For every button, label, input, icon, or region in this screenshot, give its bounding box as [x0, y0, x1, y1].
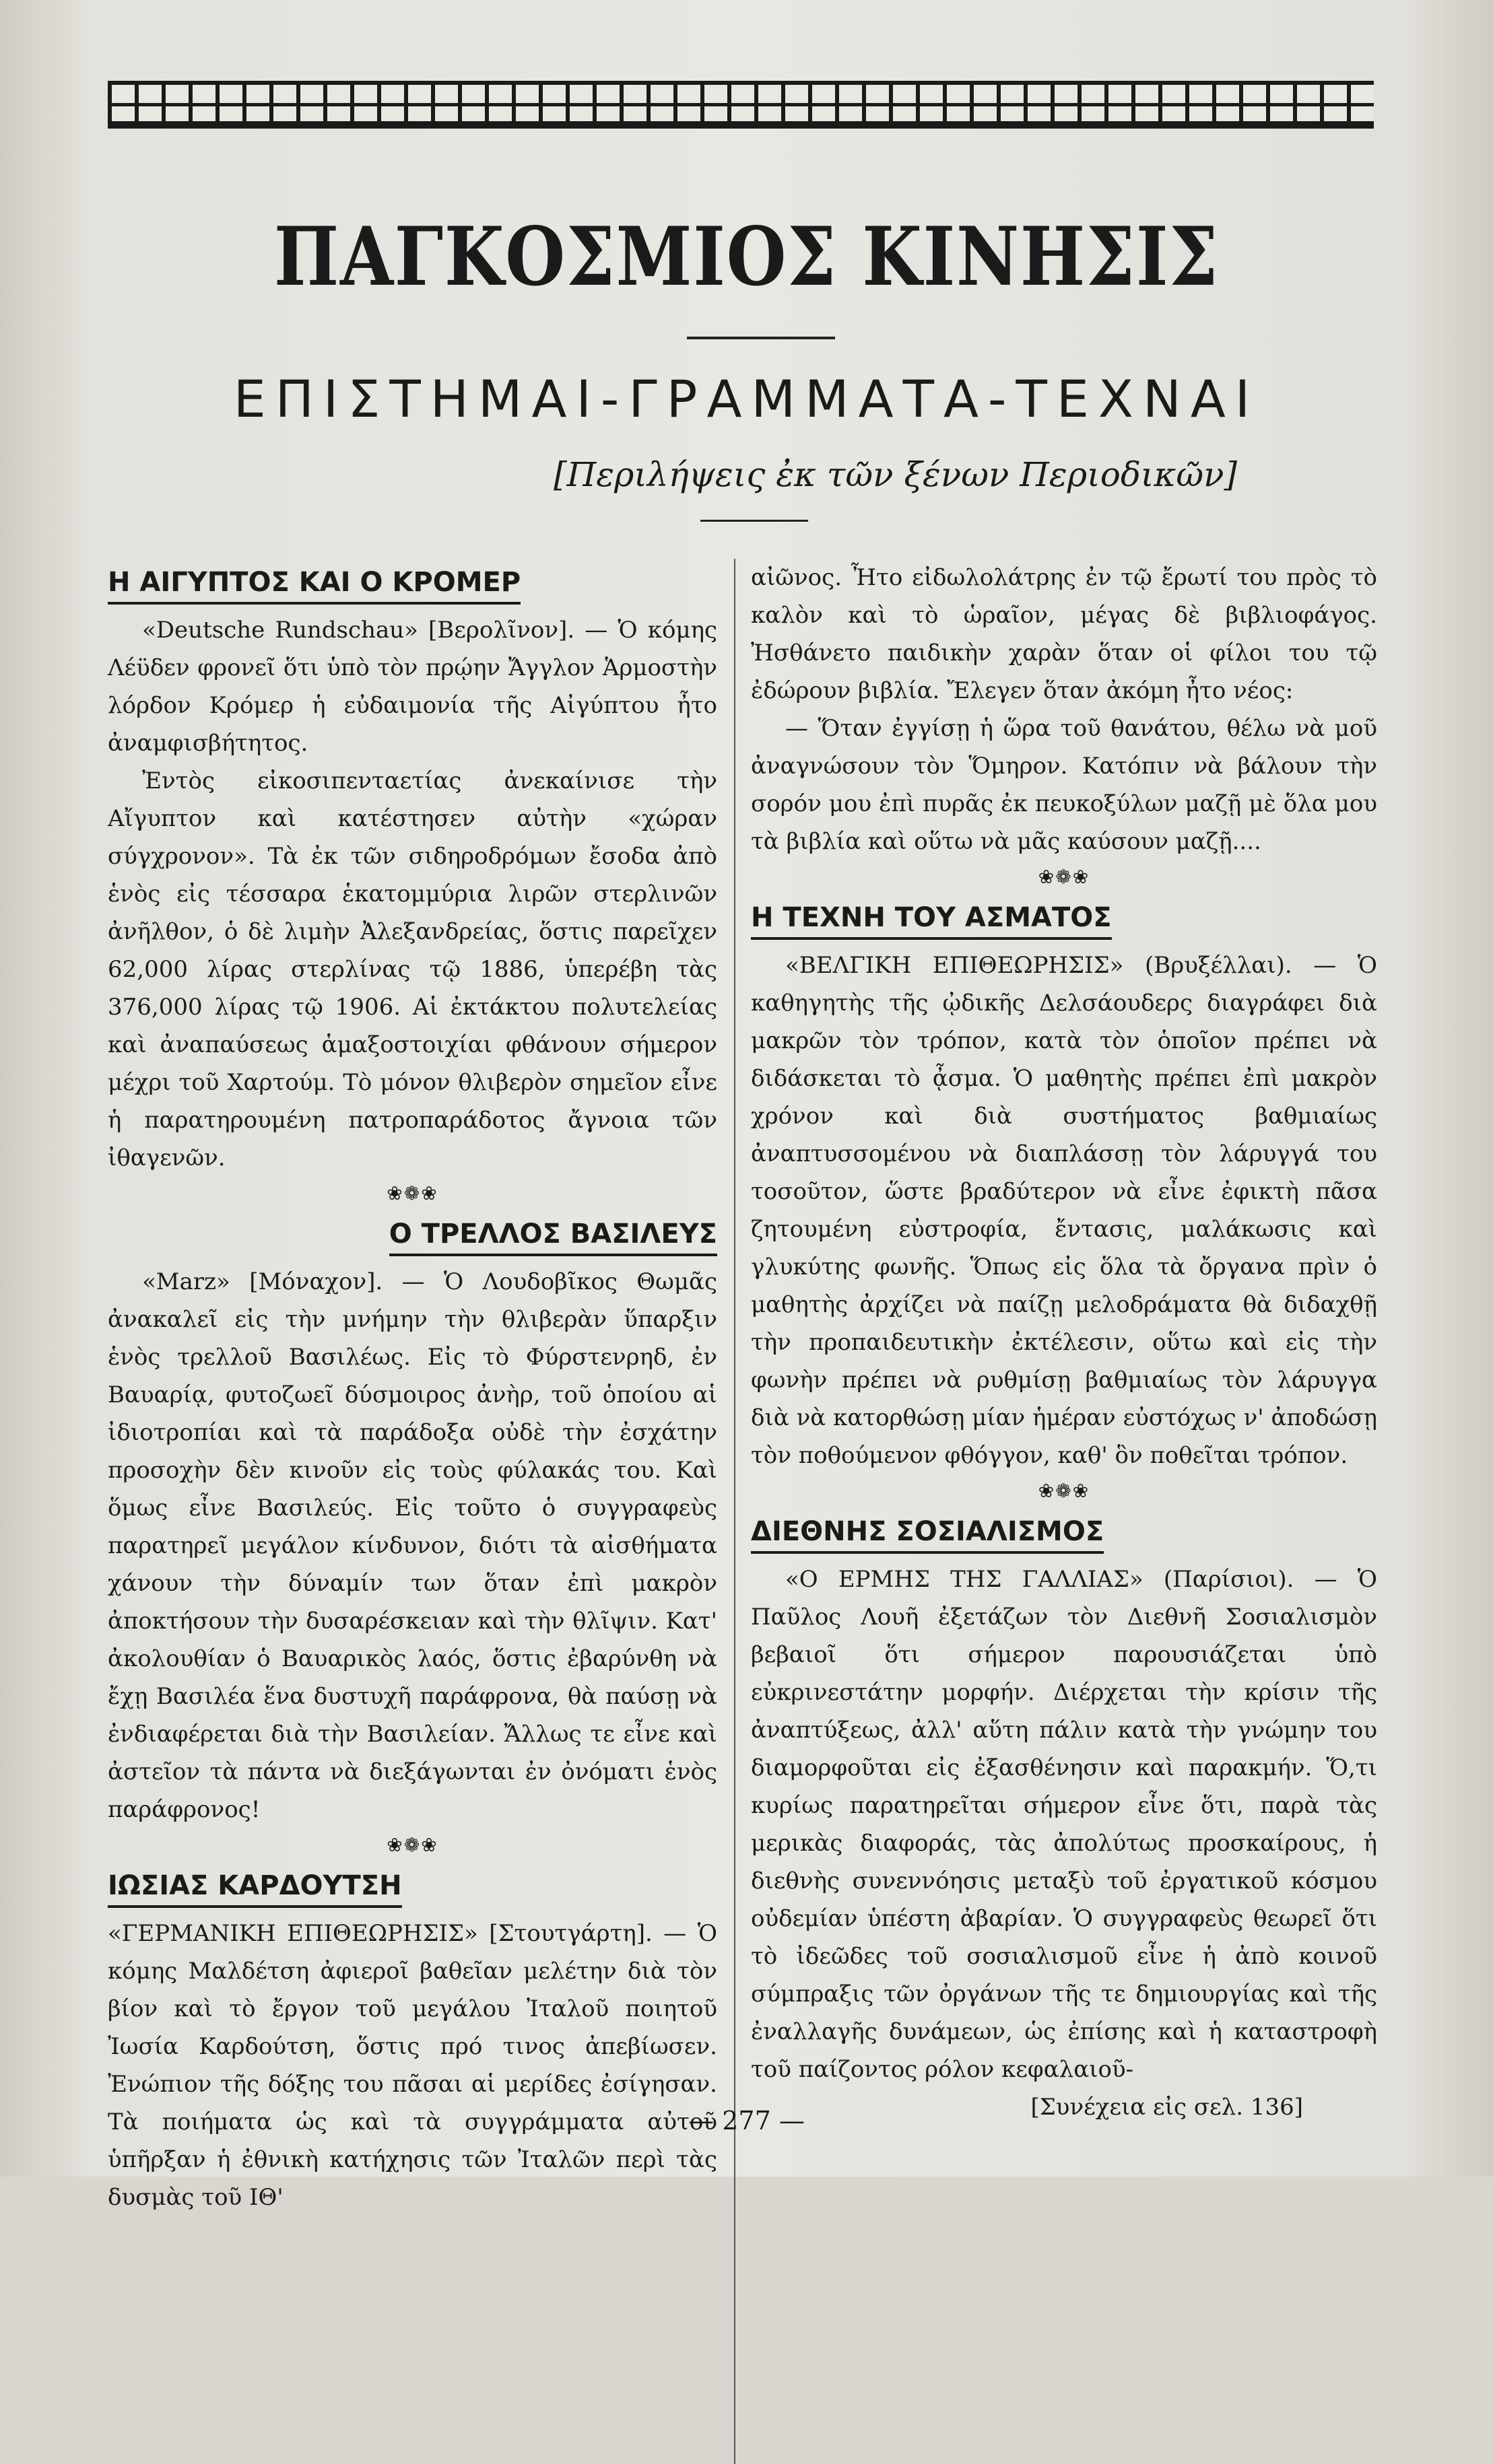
article-paragraph: «Ο ΕΡΜΗΣ ΤΗΣ ΓΑΛΛΙΑΣ» (Παρίσιοι). — Ὁ Παῦλος Λουῆ ἐξετάζων τὸν Διεθνῆ Σοσιαλισμὸν βεβαιοῖ ὅτι σήμερον παρουσιάζεται ὑπὸ εὐκρινεστάτην μορφήν. Διέρχεται τὴν κρίσιν τῆς ἀναπτύξεως, ἀλλ' αὕτη πάλιν κατὰ τὴν γνώμην του διαμορφοῦται εἰς ἐξασθένησιν καὶ παρακμήν. Ὅ,τι κυρίως παρατηρεῖται σήμερον εἶνε ὅτι, παρὰ τὰς μερικὰς διαφοράς, τὰς ἀπολύτως προσκαίρους, ἡ διεθνὴς συνεννόησις μεταξὺ τοῦ ἐργατικοῦ κόσμου οὐδεμίαν ὑπέστη ἀβαρίαν. Ὁ συγγραφεὺς θεωρεῖ ὅτι τὸ ἰδεῶδες τοῦ σοσιαλισμοῦ εἶνε ἡ ἀπὸ κοινοῦ σύμπραξις τῶν ὀργάνων τῆς τε δημιουργίας καὶ τῆς ἐναλλαγῆς δυνάμεων, ὡς ἐπίσης καὶ ἡ καταστροφὴ τοῦ παίζοντος ρόλον κεφαλαιοῦ- [751, 1566, 1377, 2083]
ornament-divider: ❀❁❀ [387, 1834, 438, 1856]
title-rule [687, 337, 835, 339]
article-paragraph: Ἐντὸς εἰκοσιπενταετίας ἀνεκαίνισε τὴν Αἴγυπτον καὶ κατέστησεν αὐτὴν «χώραν σύγχρονον». Τὰ ἐκ τῶν σιδηροδρόμων ἔσοδα ἀπὸ ἑνὸς εἰς τέσσαρα ἑκατομμύρια λιρῶν στερλινῶν ἀνῆλθον, ὁ δὲ λιμὴν Ἀλεξανδρείας, ὅστις παρεῖχεν 62,000 λίρας στερλίνας τῷ 1886, ὑπερέβη τὰς 376,000 λίρας τῷ 1906. Αἱ ἐκτάκτου πολυτελείας καὶ ἀναπαύσεως ἁμαξοστοιχίαι φθάνουν σήμερον μέχρι τοῦ Χαρτούμ. Τὸ μόνον θλιβερὸν σημεῖον εἶνε ἡ παρατηρουμένη πατροπαράδοτος ἄγνοια τῶν ἰθαγενῶν. [108, 767, 717, 1171]
page-title: ΠΑΓΚΟΣΜΙΟΣ ΚΙΝΗΣΙΣ [273, 209, 1220, 304]
meander-border [108, 81, 1374, 125]
page-subtitle: ΕΠΙΣΤΗΜΑΙ-ΓΡΑΜΜΑΤΑ-ΤΕΧΝΑΙ [233, 369, 1260, 429]
left-column [108, 559, 717, 2216]
continued-note: [Συνέχεια εἰς σελ. 136] [1030, 2094, 1303, 2121]
article-heading: Η ΤΕΧΝΗ ΤΟΥ ΑΣΜΑΤΟΣ [751, 898, 1112, 940]
article-paragraph: «Marz» [Μόναχον]. — Ὁ Λουδοβῖκος Θωμᾶς ἀνακαλεῖ εἰς τὴν μνήμην τὴν θλιβερὰν ὕπαρξιν ἑνὸς τρελλοῦ Βασιλέως. Εἰς τὸ Φύρστενρηδ, ἐν Βαυαρίᾳ, φυτοζωεῖ δύσμοιρος ἀνὴρ, τοῦ ὁποίου αἱ ἰδιοτροπίαι καὶ τὰ παράδοξα οὐδὲ τὴν ἐσχάτην προσοχὴν δὲν κινοῦν εἰς τοὺς φύλακάς του. Καὶ ὅμως εἶνε Βασιλεύς. Εἰς τοῦτο ὁ συγγραφεὺς παρατηρεῖ μεγάλον κίνδυνον, διότι τὰ αἰσθήματα χάνουν τὴν δύναμίν των ὅταν ἐπὶ μακρὸν ἀποκτήσουν τὴν δυσαρέσκειαν καὶ τὴν θλῖψιν. Κατ' ἀκολουθίαν ὁ Βαυαρικὸς λαός, ὅστις ἐβαρύνθη νὰ ἔχῃ Βασιλέα ἕνα δυστυχῆ παράφρονα, θὰ παύσῃ νὰ ἐνδιαφέρεται διὰ τὴν Βασιλείαν. Ἄλλως τε εἶνε καὶ ἀστεῖον τὰ πάντα νὰ διεξάγωνται ἐν ὀνόματι ἑνὸς παράφρονος! [108, 1268, 717, 1823]
border-rule [108, 125, 1374, 129]
ornament-divider: ❀❁❀ [1038, 866, 1090, 888]
article-heading-wrap [108, 1210, 717, 1263]
source-rule [700, 520, 808, 522]
column-divider [734, 559, 735, 2464]
article-paragraph: — Ὅταν ἐγγίσῃ ἡ ὥρα τοῦ θανάτου, θέλω νὰ μοῦ ἀναγνώσουν τὸν Ὅμηρον. Κατόπιν νὰ βάλουν τὴν σορόν μου ἐπὶ πυρᾶς ἐκ πευκοξύλων μαζῇ μὲ ὅλα μου τὰ βιβλία καὶ οὕτω νὰ μᾶς καύσουν μαζῇ.... [751, 715, 1377, 855]
article-heading: ΙΩΣΙΑΣ ΚΑΡΔΟΥΤΣΗ [108, 1866, 402, 1908]
page-number: — 277 — [688, 2106, 805, 2135]
article-heading: ΔΙΕΘΝΗΣ ΣΟΣΙΑΛΙΣΜΟΣ [751, 1512, 1104, 1554]
ornament-divider: ❀❁❀ [1038, 1480, 1090, 1502]
right-column [751, 559, 1377, 2126]
article-heading: Η ΑΙΓΥΠΤΟΣ ΚΑΙ Ο ΚΡΟΜΕΡ [108, 563, 521, 605]
article-paragraph: «ΒΕΛΓΙΚΗ ΕΠΙΘΕΩΡΗΣΙΣ» (Βρυξέλλαι). — Ὁ καθηγητὴς τῆς ᾠδικῆς Δελσάουδερς διαγράφει διὰ μακρῶν τὸν τρόπον, κατὰ τὸν ὁποῖον πρέπει νὰ διδάσκεται τὸ ᾆσμα. Ὁ μαθητὴς πρέπει ἐπὶ μακρὸν χρόνον καὶ διὰ συστήματος βαθμιαίως ἀναπτυσσομένου νὰ διαπλάσσῃ τὸν λάρυγγά του τοσοῦτον, ὥστε βραδύτερον νὰ εἶνε ἐφικτὴ πᾶσα ζητουμένη εὐστροφία, ἔντασις, μαλάκωσις καὶ γλυκύτης φωνῆς. Ὅπως εἰς ὅλα τὰ ὄργανα πρὶν ὁ μαθητὴς ἀρχίζει νὰ παίζῃ μελοδράματα θὰ διδαχθῇ τὴν προπαιδευτικὴν ἐκτέλεσιν, οὕτω καὶ εἰς τὴν φωνὴν πρέπει νὰ ρυθμίσῃ βαθμιαίως τὸν λάρυγγα διὰ νὰ κατορθώσῃ μίαν ἡμέραν εὐστόχως ν' ἀποδώσῃ τὸν ποθούμενον φθόγγον, καθ' ὃν ποθεῖται τρόπον. [751, 952, 1377, 1469]
ornament-divider: ❀❁❀ [387, 1182, 438, 1204]
article-paragraph: «Deutsche Rundschau» [Βερολῖνον]. — Ὁ κόμης Λέϋδεν φρονεῖ ὅτι ὑπὸ τὸν πρῴην Ἄγγλον Ἁρμοστὴν λόρδον Κρόμερ ἡ εὐδαιμονία τῆς Αἰγύπτου ἦτο ἀναμφισβήτητος. [108, 617, 717, 757]
article-paragraph: αἰῶνος. Ἦτο εἰδωλολάτρης ἐν τῷ ἔρωτί του πρὸς τὸ καλὸν καὶ τὸ ὡραῖον, μέγας δὲ βιβλιοφάγος. Ἠσθάνετο παιδικὴν χαρὰν ὅταν οἱ φίλοι του τῷ ἐδώρουν βιβλία. Ἔλεγεν ὅταν ἀκόμη ἦτο νέος: [751, 564, 1377, 704]
article-heading: Ο ΤΡΕΛΛΟΣ ΒΑΣΙΛΕΥΣ [389, 1214, 717, 1256]
source-note: [Περιλήψεις ἐκ τῶν ξένων Περιοδικῶν] [554, 455, 1237, 494]
article-paragraph: «ΓΕΡΜΑΝΙΚΗ ΕΠΙΘΕΩΡΗΣΙΣ» [Στουτγάρτη]. — Ὁ κόμης Μαλδέτση ἀφιεροῖ βαθεῖαν μελέτην διὰ τὸν βίον καὶ τὸ ἔργον τοῦ μεγάλου Ἰταλοῦ ποιητοῦ Ἰωσία Καρδούτση, ὅστις πρό τινος ἀπεβίωσεν. Ἐνώπιον τῆς δόξης του πᾶσαι αἱ μερίδες ἐσίγησαν. Τὰ ποιήματα ὡς καὶ τὰ συγγράμματα αὐτοῦ ὑπῆρξαν ἡ ἐθνικὴ κατήχησις τῶν Ἰταλῶν περὶ τὰς δυσμὰς τοῦ ΙΘ' [108, 1920, 717, 2211]
